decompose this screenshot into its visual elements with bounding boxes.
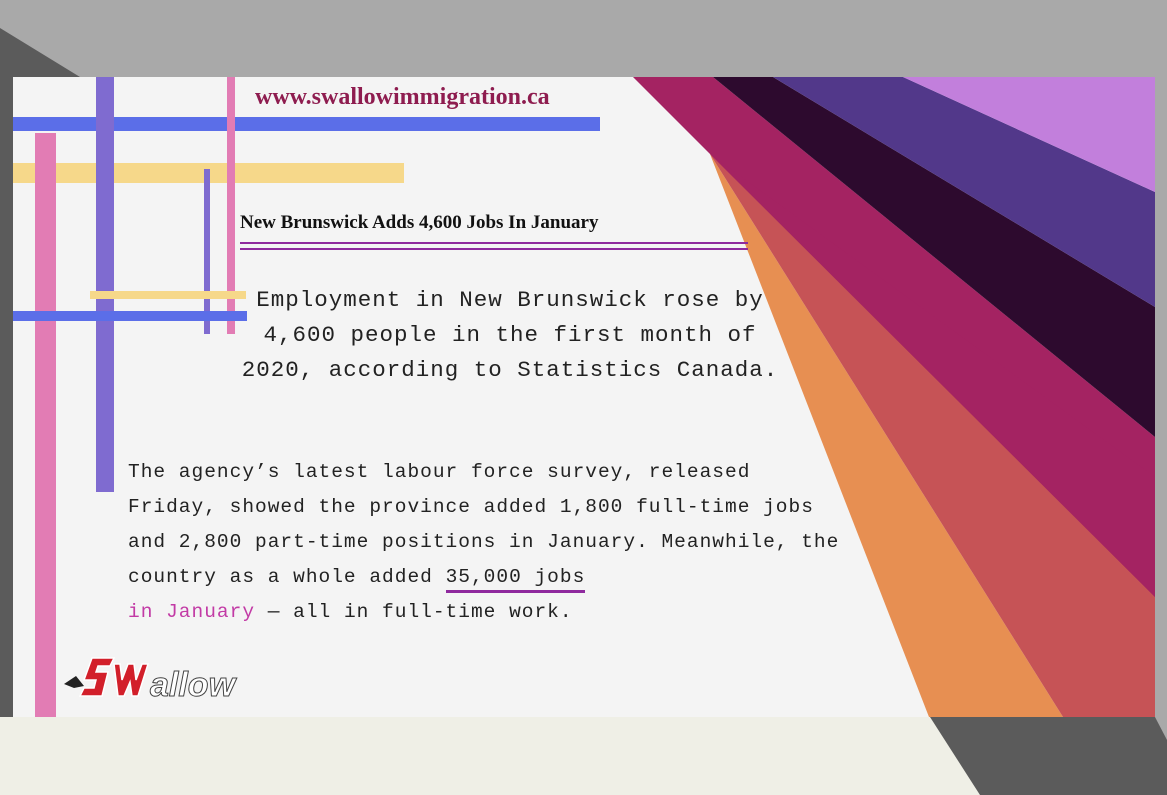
swallow-logo xyxy=(62,646,242,706)
site-url[interactable]: www.swallowimmigration.ca xyxy=(255,84,550,110)
body-paragraph xyxy=(128,455,848,630)
purple-thin-bar xyxy=(204,169,210,334)
blue-short-bar xyxy=(13,311,247,321)
headline-underline xyxy=(240,242,748,244)
highlight-january: in January xyxy=(128,601,256,623)
purple-vertical-bar xyxy=(96,77,114,492)
highlight-jobs: 35,000 jobs xyxy=(446,566,586,593)
headline: New Brunswick Adds 4,600 Jobs In January xyxy=(240,212,599,233)
lead-paragraph: Employment in New Brunswick rose by 4,600 people in the first month of 2020, according to Statistics Canada. xyxy=(241,287,779,383)
body-text-1: The agency’s latest labour force survey, released Friday, showed the province added 1,800 full-time jobs and 2,800 part-time positions in January. Meanwhile, the country as a whole added xyxy=(128,461,840,588)
headline-underline-2 xyxy=(240,248,748,250)
yellow-short-bar xyxy=(90,291,246,299)
swallow-logo-icon xyxy=(62,646,242,706)
svg-text:allow: allow xyxy=(150,666,236,704)
body-text-2: — all in full-time work. xyxy=(255,601,573,623)
pink-vertical-bar xyxy=(35,133,56,717)
